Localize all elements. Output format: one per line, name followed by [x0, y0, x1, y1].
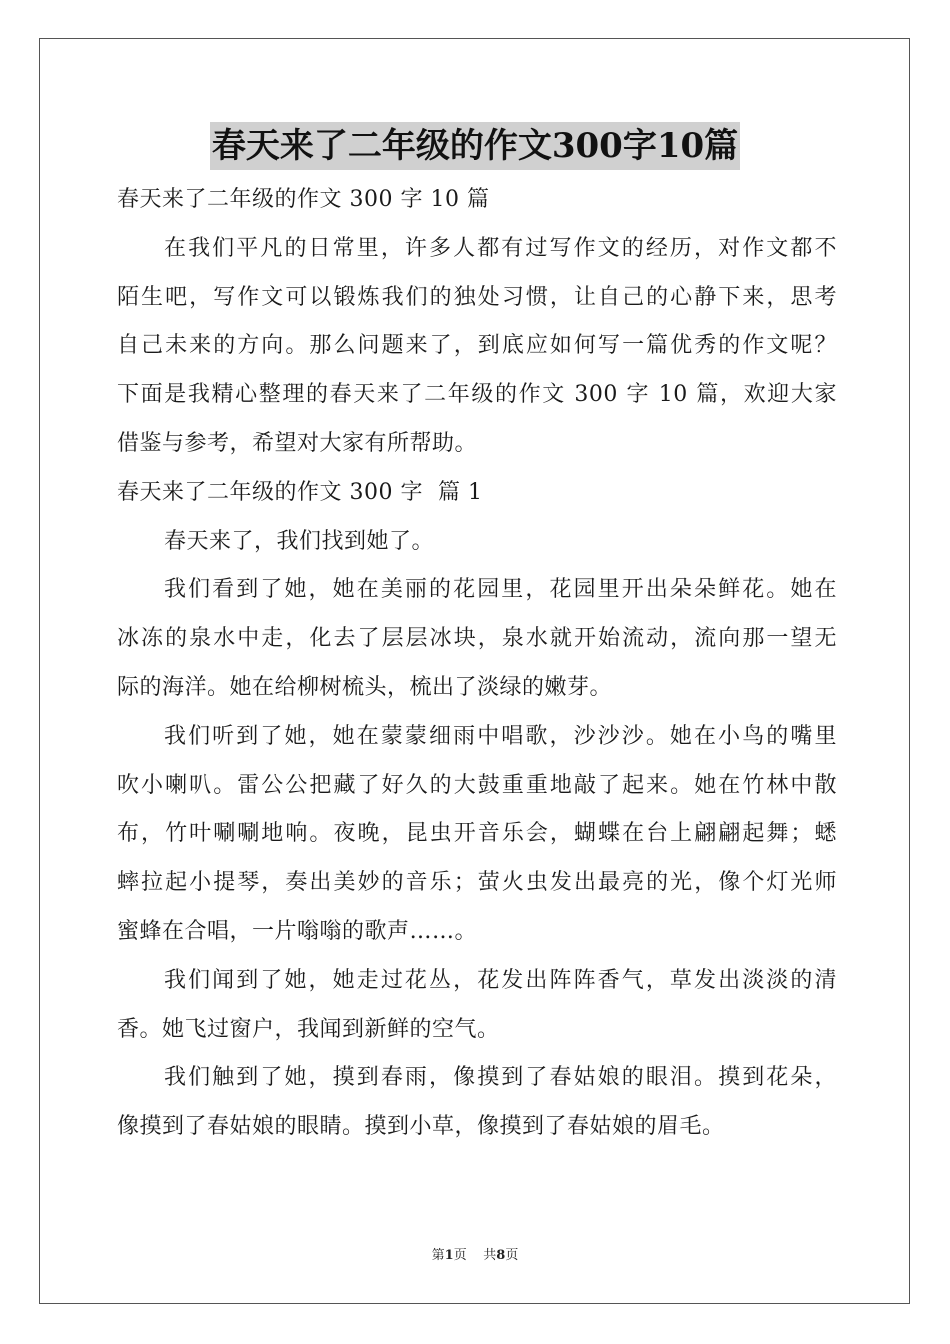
text-line: 像摸到了春姑娘的眼睛。摸到小草，像摸到了春姑娘的眉毛。 — [117, 1114, 725, 1140]
paragraph-1 — [117, 518, 837, 567]
text-line: 我们听到了她，她在蒙蒙细雨中唱歌，沙沙沙。她在小鸟的嘴里 — [164, 723, 837, 749]
page-number: 1 — [444, 1248, 454, 1263]
paragraph-5 — [117, 1054, 837, 1152]
document-body — [117, 176, 837, 1152]
paragraph-2 — [117, 566, 837, 712]
total-pages: 8 — [496, 1248, 506, 1263]
page-unit: 页 — [453, 1248, 467, 1263]
text-line: 布，竹叶唰唰地响。夜晚，昆虫开音乐会，蝴蝶在台上翩翩起舞；蟋 — [117, 821, 837, 847]
section-heading: 春天来了二年级的作文 300 字 篇 1 — [117, 479, 483, 505]
text-line: 际的海洋。她在给柳树梳头，梳出了淡绿的嫩芽。 — [117, 674, 613, 700]
document-title: 春天来了二年级的作文300字10篇 — [210, 122, 740, 170]
text-line: 借鉴与参考，希望对大家有所帮助。 — [117, 430, 478, 456]
text-line: 吹小喇叭。雷公公把藏了好久的大鼓重重地敲了起来。她在竹林中散 — [117, 772, 837, 798]
paragraph-3 — [117, 713, 837, 957]
total-prefix: 共 — [483, 1248, 497, 1263]
page-prefix: 第 — [431, 1248, 445, 1263]
paragraph-4 — [117, 957, 837, 1055]
text-line: 蜜蜂在合唱，一片嗡嗡的歌声……。 — [117, 918, 478, 944]
text-line: 我们触到了她，摸到春雨，像摸到了春姑娘的眼泪。摸到花朵， — [164, 1065, 837, 1091]
document-subtitle: 春天来了二年级的作文 300 字 10 篇 — [117, 187, 490, 212]
text-line: 冰冻的泉水中走，化去了层层冰块，泉水就开始流动，流向那一望无 — [117, 626, 837, 652]
text-line: 陌生吧，写作文可以锻炼我们的独处习惯，让自己的心静下来，思考 — [117, 284, 837, 310]
title-container — [0, 122, 950, 170]
page-footer — [0, 1246, 950, 1266]
text-line: 香。她飞过窗户，我闻到新鲜的空气。 — [117, 1016, 500, 1042]
intro-paragraph — [117, 225, 837, 469]
text-line: 春天来了，我们找到她了。 — [164, 528, 435, 554]
text-line: 自己未来的方向。那么问题来了，到底应如何写一篇优秀的作文呢？ — [117, 333, 837, 359]
text-line: 蟀拉起小提琴，奏出美妙的音乐；萤火虫发出最亮的光，像个灯光师 — [117, 870, 837, 896]
text-line: 我们闻到了她，她走过花丛，花发出阵阵香气，草发出淡淡的清 — [164, 967, 837, 993]
text-line: 在我们平凡的日常里，许多人都有过写作文的经历，对作文都不 — [164, 235, 837, 261]
total-unit: 页 — [505, 1248, 519, 1263]
text-line: 下面是我精心整理的春天来了二年级的作文 300 字 10 篇，欢迎大家 — [117, 382, 837, 408]
text-line: 我们看到了她，她在美丽的花园里，花园里开出朵朵鲜花。她在 — [164, 577, 837, 603]
